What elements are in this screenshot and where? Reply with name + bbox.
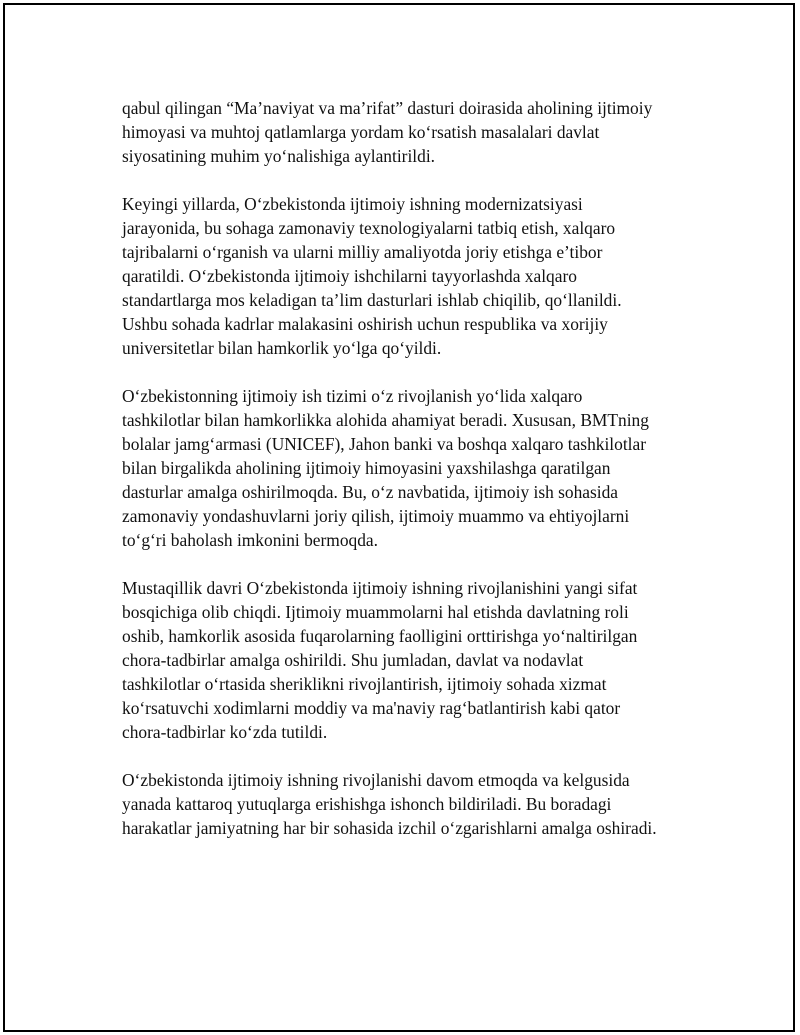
paragraph-modernization: Keyingi yillarda, O‘zbekistonda ijtimoiy ishning modernizatsiyasi jarayonida, bu sohaga zamonaviy texnologiyalarni tatbiq etish, xalqaro tajribalarni o‘rganish va ularni milliy amaliyotda joriy etishga e’tibor qaratildi. O‘zbekistonda ijtimoiy ishchilarni tayyorlashda xalqaro standartlarga mos keladigan ta’lim dasturlari ishlab chiqilib, qo‘llanildi. Ushbu sohada kadrlar malakasini oshirish uchun respublika va xorijiy universitetlar bilan hamkorlik yo‘lga qo‘yildi. [122, 194, 622, 358]
paragraph-independence-period: Mustaqillik davri O‘zbekistonda ijtimoiy ishning rivojlanishini yangi sifat bosqichiga olib chiqdi. Ijtimoiy muammolarni hal etishda davlatning roli oshib, hamkorlik asosida fuqarolarning faolligini orttirishga yo‘naltirilgan chora-tadbirlar amalga oshirildi. Shu jumladan, davlat va nodavlat tashkilotlar o‘rtasida sheriklikni rivojlantirish, ijtimoiy sohada xizmat ko‘rsatuvchi xodimlarni moddiy va ma'naviy rag‘batlantirish kabi qator chora-tadbirlar ko‘zda tutildi. [122, 578, 638, 742]
paragraph-policy-intro: qabul qilingan “Ma’naviyat va ma’rifat” dasturi doirasida aholining ijtimoiy himoyasi va muhtoj qatlamlarga yordam ko‘rsatish masalalari davlat siyosatining muhim yo‘nalishiga aylantirildi. [122, 98, 653, 166]
paragraph-future-development: O‘zbekistonda ijtimoiy ishning rivojlanishi davom etmoqda va kelgusida yanada kattaroq yutuqlarga erishishga ishonch bildiriladi. Bu boradagi harakatlar jamiyatning har bir sohasida izchil o‘zgarishlarni amalga oshiradi. [122, 770, 657, 838]
document-body [122, 96, 692, 864]
paragraph-international-cooperation: O‘zbekistonning ijtimoiy ish tizimi o‘z rivojlanish yo‘lida xalqaro tashkilotlar bilan hamkorlikka alohida ahamiyat beradi. Xususan, BMTning bolalar jamg‘armasi (UNICEF), Jahon banki va boshqa xalqaro tashkilotlar bilan birgalikda aholining ijtimoiy himoyasini yaxshilashga qaratilgan dasturlar amalga oshirilmoqda. Bu, o‘z navbatida, ijtimoiy ish sohasida zamonaviy yondashuvlarni joriy qilish, ijtimoiy muammo va ehtiyojlarni to‘g‘ri baholash imkonini bermoqda. [122, 386, 649, 550]
page-frame [3, 3, 795, 1032]
